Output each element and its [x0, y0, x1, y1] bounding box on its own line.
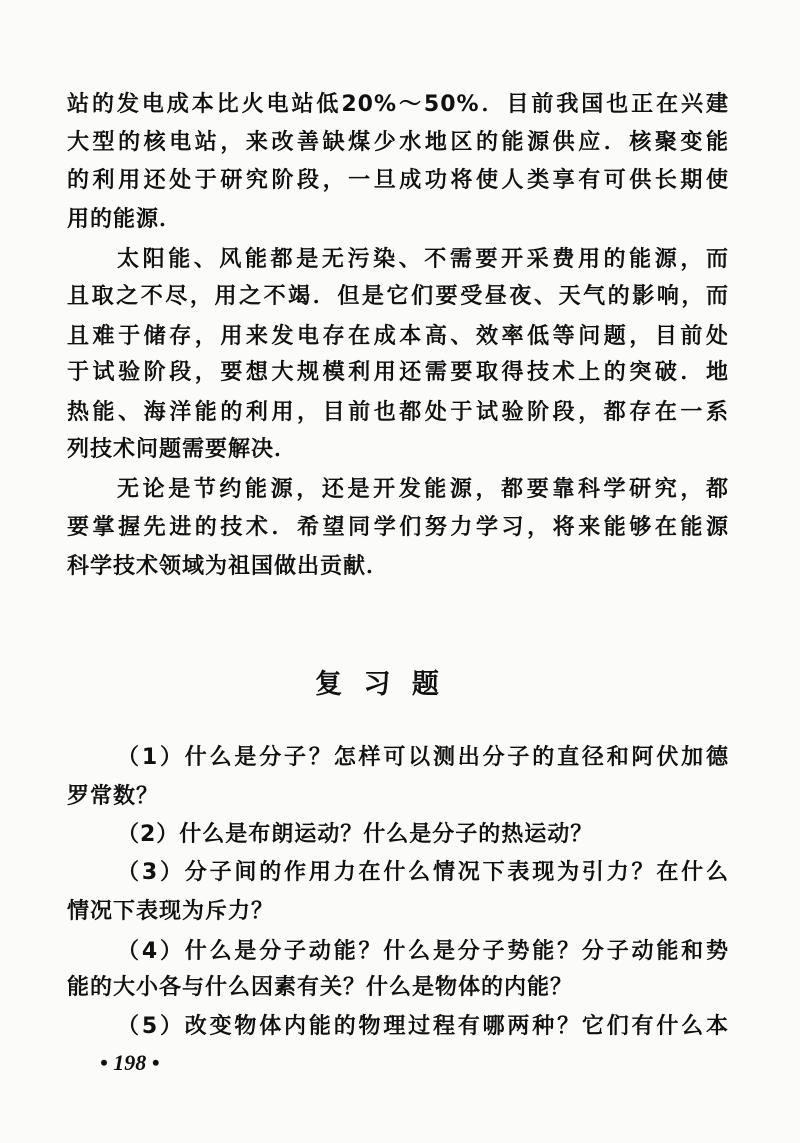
text-line: 太阳能、风能都是无污染、不需要开采费用的能源，而	[117, 247, 729, 272]
question-line: （1）什么是分子？怎样可以测出分子的直径和阿伏加德	[117, 745, 729, 770]
text-line: 科学技术领域为祖国做出贡献．	[67, 554, 390, 579]
text-line: 大型的核电站，来改善缺煤少水地区的能源供应．核聚变能	[67, 130, 729, 155]
text-line: 且难于储存，用来发电存在成本高、效率低等问题，目前处	[67, 324, 729, 349]
page-number: • 198 •	[100, 1050, 160, 1075]
text-line: 列技术问题需要解决．	[67, 437, 298, 462]
question-line: 罗常数？	[67, 784, 160, 809]
text-line: 用的能源．	[67, 207, 183, 232]
question-line: （2）什么是布朗运动？什么是分子的热运动？	[117, 822, 594, 847]
text-line: 无论是节约能源，还是开发能源，都要靠科学研究，都	[117, 477, 729, 502]
question-line: 情况下表现为斥力？	[67, 899, 275, 924]
text-line: 且取之不尽，用之不竭．但是它们要受昼夜、天气的影响，而	[67, 284, 729, 309]
text-line: 要掌握先进的技术．希望同学们努力学习，将来能够在能源	[67, 515, 729, 540]
question-line: （3）分子间的作用力在什么情况下表现为引力？在什么	[117, 860, 729, 885]
question-line: 能的大小各与什么因素有关？什么是物体的内能？	[67, 975, 574, 1000]
text-line: 站的发电成本比火电站低20%～50%．目前我国也正在兴建	[67, 92, 729, 117]
text-line: 于试验阶段，要想大规模利用还需要取得技术上的突破．地	[67, 360, 729, 385]
text-line: 的利用还处于研究阶段，一旦成功将使人类享有可供长期使	[67, 168, 729, 193]
text-line: 热能、海洋能的利用，目前也都处于试验阶段，都存在一系	[67, 400, 729, 425]
question-line: （4）什么是分子动能？什么是分子势能？分子动能和势	[117, 939, 729, 964]
section-heading: 复 习 题	[315, 669, 445, 700]
question-line: （5）改变物体内能的物理过程有哪两种？它们有什么本	[117, 1014, 729, 1039]
